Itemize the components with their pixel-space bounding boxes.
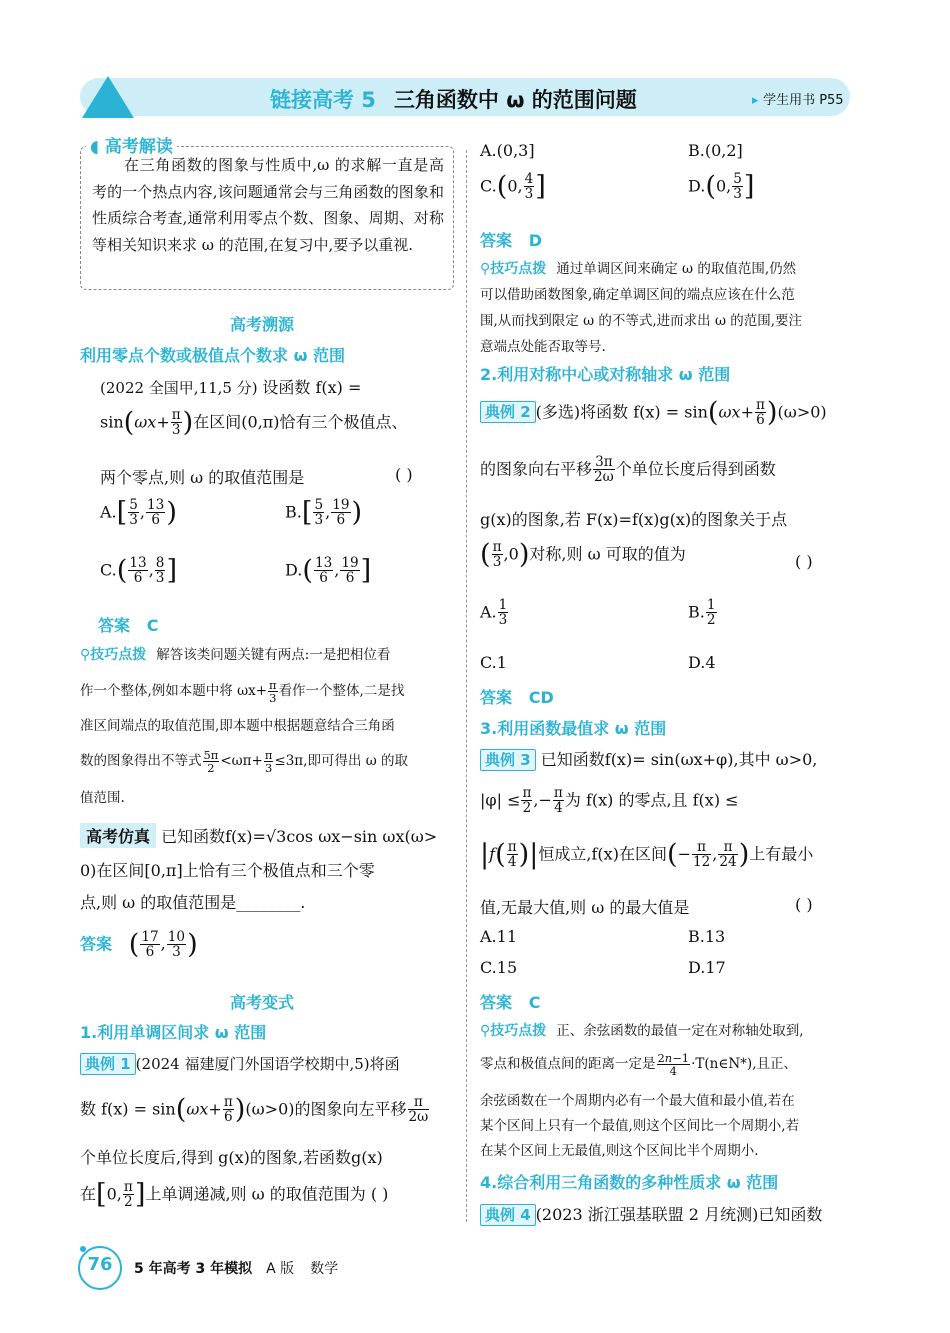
answer-label: 答案 [480,993,513,1012]
opt-frac [155,556,166,586]
frac-3pi-2w: $\frac{3\pi}{2\omega}$ [594,454,614,486]
opt-rbracket: ) [166,497,177,529]
opt-lbracket: [ [301,497,313,529]
tip-text: 作一个整体,例如本题中将 ωx+ [80,683,268,699]
sub3-title: 3.利用函数最值求 ω 范围 [480,719,667,738]
ex1-text: (2024 福建厦门外国语学校期中,5)将函 [135,1055,400,1073]
tip1-line2: 可以借助函数图象,确定单调区间的端点应该在什么范 [480,287,795,303]
origin-subheading: 利用零点个数或极值点个数求 ω 范围 [80,346,346,365]
num: 17 [141,929,159,945]
num: 13 [314,555,333,571]
origin-option-b[interactable]: B.[ $\frac{5}{3}$ , $\frac{19}{6}$ ) [285,497,363,529]
ex1-answer [480,228,542,251]
tip1-line1 [480,255,796,284]
opt-letter: D. [285,560,303,580]
sim-badge: 高考仿真 [80,823,156,848]
opt-letter: A. [100,502,117,522]
tip1-line3: 围,从而找到限定 ω 的不等式,进而求出 ω 的范围,要注 [480,313,803,329]
frac-5-3: $\frac{5}{3}$ [733,171,742,203]
ex3-text: 上有最小 [749,844,814,864]
ex2-option-b[interactable] [688,598,718,628]
book-edition: A 版 [266,1261,295,1277]
ex2-text: 对称,则 ω 可取的值为 [529,544,686,564]
ex3-line1 [480,747,817,771]
opt-frac [146,498,165,528]
ex1-option-c[interactable]: C.(0, $\frac{4}{3}$ ] [480,171,546,203]
opt-frac [128,556,147,586]
origin-tip-line1 [80,641,390,670]
tip-text: ·T(n∈N*),且正、 [691,1056,797,1072]
intro-text: 在三角函数的图象与性质中,ω 的求解一直是高考的一个热点内容,该问题通常会与三角函数的图象和性质综合考查,通常利用零点个数、图象、周期、对称等相关知识来求 ω 的范围,在复习中,要予以重视. [92,156,444,254]
ex2-badge: 典例 2 [480,401,536,423]
answer-label: 答案 [480,231,513,250]
tip-text: ≤3π,即可得出 ω 的取 [274,753,409,769]
origin-option-c[interactable]: C.( $\frac{13}{6}$ , $\frac{8}{3}$ ] [100,555,178,587]
opt-letter: A. [480,602,497,622]
pi-over-3: $\frac{\pi}{3}$ [171,407,181,439]
tip-text: 通过单调区间来确定 ω 的取值范围,仍然 [556,261,797,277]
footer-dot-icon [80,1246,86,1252]
den: 6 [133,570,143,587]
ex1-text: 在 [80,1184,97,1204]
tip1-line4: 意端点处能否取等号. [480,339,606,355]
ex4-text: (2023 浙江强基联盟 2 月统测)已知函数 [535,1205,823,1224]
tip-label-text: 技巧点拨 [490,1023,547,1039]
pi-over-12: $\frac{\pi}{12}$ [692,839,711,871]
den: 3 [129,512,138,529]
pi-over-24: $\frac{\pi}{24}$ [719,839,737,871]
origin-answer [98,613,158,636]
ex2-option-d[interactable]: D.4 [688,653,716,672]
origin-stem-line3 [100,465,304,488]
ex1-badge: 典例 1 [80,1053,136,1075]
student-book-ref [752,89,844,108]
den: 6 [319,570,328,587]
ex1-option-a[interactable]: A.(0,3] [480,141,535,160]
sim-answer [80,930,198,960]
ex3-answer [480,990,540,1013]
page-number: 76 [87,1254,113,1275]
opt-letter: B. [285,502,302,522]
sub4-title: 4.综合利用三角函数的多种性质求 ω 范围 [480,1173,779,1192]
opt-letter: B. [688,602,705,622]
column-divider [466,150,467,1222]
ex3-line3: |f( $\frac{\pi}{4}$ )|恒成立,f(x)在区间(− $\frac{\pi}{12}$ , $\frac{\pi}{24}$ )上有最小 [480,839,814,871]
ex3-text: 为 f(x) 的零点,且 f(x) ≤ [564,790,739,810]
origin-source [100,375,361,398]
tip-text: 零点和极值点间的距离一定是 [480,1056,656,1072]
num: 13 [129,555,147,571]
den: 3 [155,570,165,587]
ex1-option-d[interactable]: D.(0, $\frac{5}{3}$ ] [688,171,755,203]
ex3-option-c[interactable]: C.15 [480,958,518,977]
opt-letter: C. [480,176,497,196]
tip-text: <ωπ+ [220,753,263,769]
title-main: 三角函数中 ω 的范围问题 [393,88,637,112]
ex4-line1 [480,1202,822,1226]
pi-over-4: $\frac{\pi}{4}$ [553,785,563,817]
pi-over-2w: $\frac{\pi}{2\omega}$ [408,1094,429,1126]
ex3-line4: 值,无最大值,则 ω 的最大值是 [480,898,690,917]
tip-label [480,1023,546,1039]
den: 3 [172,944,181,961]
answer-value: D [528,231,543,250]
opt-lbracket: [ [116,497,128,529]
num: 13 [147,497,165,513]
frac-1-2: $\frac{1}{2}$ [706,597,716,629]
book-subject: 数学 [310,1261,339,1277]
origin-option-d[interactable]: D.( $\frac{13}{6}$ , $\frac{19}{6}$ ] [285,555,372,587]
den: 6 [151,512,160,529]
tip3-line2 [480,1050,797,1079]
opt-frac [128,498,139,528]
ex3-text: 恒成立,f(x)在区间 [538,844,667,864]
ex2-option-c[interactable]: C.1 [480,653,507,672]
frac [167,930,186,960]
opt-frac [313,498,324,528]
tip3-line5: 在某个区间上无最值,则这个区间比半个周期小. [480,1143,759,1159]
tip3-line1 [480,1017,804,1046]
ex4-badge: 典例 4 [480,1204,536,1226]
source-text: (2022 全国甲,11,5 分) [100,379,258,397]
pin-icon: ⚲ [480,261,491,277]
tip-label-text: 技巧点拨 [90,647,147,663]
tip3-line4: 某个区间上只有一个最值,则这个区间比一个周期小,若 [480,1118,800,1134]
page-title [270,84,637,114]
opt-frac [331,498,350,528]
pi-over-6: $\frac{\pi}{6}$ [755,397,765,429]
sim-line2: 0)在区间[0,π]上恰有三个极值点和三个零 [80,861,375,880]
tip3-line3: 余弦函数在一个周期内必有一个最大值和最小值,若在 [480,1093,795,1109]
num: 5 [314,497,324,513]
ex1-line1 [80,1053,400,1075]
title-prefix: 链接高考 5 [270,88,376,112]
frac-2n-1-4: $\frac{2n-1}{4}$ [657,1050,690,1078]
sim-line3: 点,则 ω 的取值范围是________. [80,893,306,912]
den: 6 [145,944,155,961]
opt-lbracket: ( [302,555,313,587]
opt-letter: C. [100,560,117,580]
opt-rbracket: ] [166,555,178,587]
ex2-line2 [480,455,776,485]
ex1-option-b[interactable]: B.(0,2] [688,141,743,160]
tip-label [80,647,146,663]
sim-line1 [80,823,437,848]
origin-heading: 高考溯源 [230,315,295,334]
origin-tip-line3: 准区间端点的取值范围,即本题中根据题意结合三角函 [80,718,395,734]
pi-over-3: $\frac{\pi}{3}$ [264,747,273,775]
num: 5 [129,497,138,513]
ex3-text: |φ| ≤ [480,790,521,810]
stem-line2-rest: 在区间(0,π)恰有三个极值点、 [193,412,408,432]
tip-text: 解答该类问题关键有两点:一是把相位看 [156,647,391,663]
den: 6 [345,570,355,587]
frac-5pi-2: $\frac{5\pi}{2}$ [203,747,219,775]
pi-over-3: $\frac{\pi}{3}$ [269,677,277,705]
ex3-bracket: ( ) [795,895,813,914]
origin-tip-line2 [80,677,404,706]
den: 3 [314,512,324,529]
ex1-line2: 数 f(x) = sin(ωx+ $\frac{\pi}{6}$ )(ω>0)的图象向左平移 $\frac{\pi}{2\omega}$ [80,1094,429,1126]
pi-over-4: $\frac{\pi}{4}$ [507,839,517,871]
c-icon: ◖ [90,137,105,157]
opt-letter: D. [688,176,706,196]
frac-4-3: $\frac{4}{3}$ [524,171,534,203]
ex2-text: (ω>0) [777,402,827,422]
pin-icon: ⚲ [480,1023,491,1039]
frac [140,930,159,960]
answer-label: 答案 [98,616,131,635]
sub2-title: 2.利用对称中心或对称轴求 ω 范围 [480,365,731,384]
stem-line1: 设函数 f(x) = [262,378,362,397]
origin-stem-line2: sin(ωx+ $\frac{\pi}{3}$ )在区间(0,π)恰有三个极值点、 [100,407,408,439]
ex3-option-b[interactable]: B.13 [688,927,726,946]
ex1-text: (ω>0)的图象向左平移 [245,1099,407,1119]
sin-text: sin [100,412,124,432]
tip-label-text: 技巧点拨 [490,261,547,277]
frac-1-3: $\frac{1}{3}$ [498,597,508,629]
pi-over-2: $\frac{\pi}{2}$ [522,785,532,817]
ex2-text: 的图象向右平移 [480,459,593,479]
ex3-option-d[interactable]: D.17 [688,958,726,977]
pin-icon: ⚲ [80,647,91,663]
origin-tip-line5: 值范围. [80,790,125,806]
answer-value: C [528,993,541,1012]
ex1-text: 上单调递减,则 ω 的取值范围为 ( ) [145,1184,389,1204]
answer-value: C [146,616,159,635]
den: 6 [336,512,346,529]
ex3-badge: 典例 3 [480,749,536,771]
ex1-line4: 在[0, $\frac{\pi}{2}$ ]上单调递减,则 ω 的取值范围为 ( ) [80,1179,389,1211]
opt-rbracket: ) [351,497,363,529]
pi-over-6: $\frac{\pi}{6}$ [223,1094,233,1126]
ex1-text: 数 f(x) = sin [80,1099,176,1119]
pi-over-3: $\frac{\pi}{3}$ [492,539,502,571]
ex2-text: 个单位长度后得到函数 [615,459,776,479]
variant-heading: 高考变式 [230,993,295,1012]
tip-text: 看作一个整体,二是找 [278,683,405,699]
num: 19 [341,555,359,571]
pi-over-2: $\frac{\pi}{2}$ [123,1179,133,1211]
ex3-text: 已知函数f(x)= sin(ωx+φ),其中 ω>0, [540,750,818,769]
answer-value: CD [528,688,554,707]
answer-label: 答案 [80,934,113,954]
ex2-line4: ( $\frac{\pi}{3}$ ,0)对称,则 ω 可取的值为 [480,539,686,571]
ex2-line3: g(x)的图象,若 F(x)=f(x)g(x)的图象关于点 [480,510,788,529]
book-title: 5 年高考 3 年模拟 [134,1261,253,1277]
ref-text: 学生用书 P55 [763,93,844,108]
answer-value: ( $\frac{17}{6}$ , $\frac{10}{3}$ ) [128,929,198,961]
arrow-icon: ▸ [752,93,764,108]
variant-sub1: 1.利用单调区间求 ω 范围 [80,1023,267,1042]
origin-option-a[interactable]: A.[ $\frac{5}{3}$ , $\frac{13}{6}$ ) [100,497,177,529]
arg-text: ωx+ [134,412,170,432]
origin-tip-line4 [80,747,408,776]
opt-frac [314,556,333,586]
num: 8 [155,555,165,571]
stem-line3-text: 两个零点,则 ω 的取值范围是 [100,468,305,487]
opt-rbracket: ] [360,555,372,587]
ex2-answer [480,685,554,708]
origin-bracket: ( ) [395,465,413,484]
ex2-option-a[interactable] [480,598,509,628]
num: 10 [167,929,186,945]
sim-text: 已知函数f(x)=√3cos ωx−sin ωx(ω> [161,827,438,846]
num: 19 [332,497,350,513]
footer-book [134,1258,338,1278]
ex2-text: (多选)将函数 f(x) = sin [535,402,708,422]
tip-text: 正、余弦函数的最值一定在对称轴处取到, [556,1023,804,1039]
ex1-line3: 个单位长度后,得到 g(x)的图象,若函数g(x) [80,1148,383,1167]
ex3-line2: |φ| ≤ $\frac{\pi}{2}$ ,− $\frac{\pi}{4}$ 为 f(x) 的零点,且 f(x) ≤ [480,785,739,817]
tip-label [480,261,546,277]
opt-frac [340,556,359,586]
answer-label: 答案 [480,688,513,707]
opt-lbracket: ( [116,555,128,587]
tip-text: 数的图象得出不等式 [80,753,202,769]
ex2-line1: 典例 2 (多选)将函数 f(x) = sin(ωx+ $\frac{\pi}{6}$ )(ω>0) [480,398,827,428]
intro-label-text: 高考解读 [104,137,173,157]
ex2-bracket: ( ) [795,552,813,571]
header-triangle-icon [82,76,134,118]
ex3-option-a[interactable]: A.11 [480,927,517,946]
